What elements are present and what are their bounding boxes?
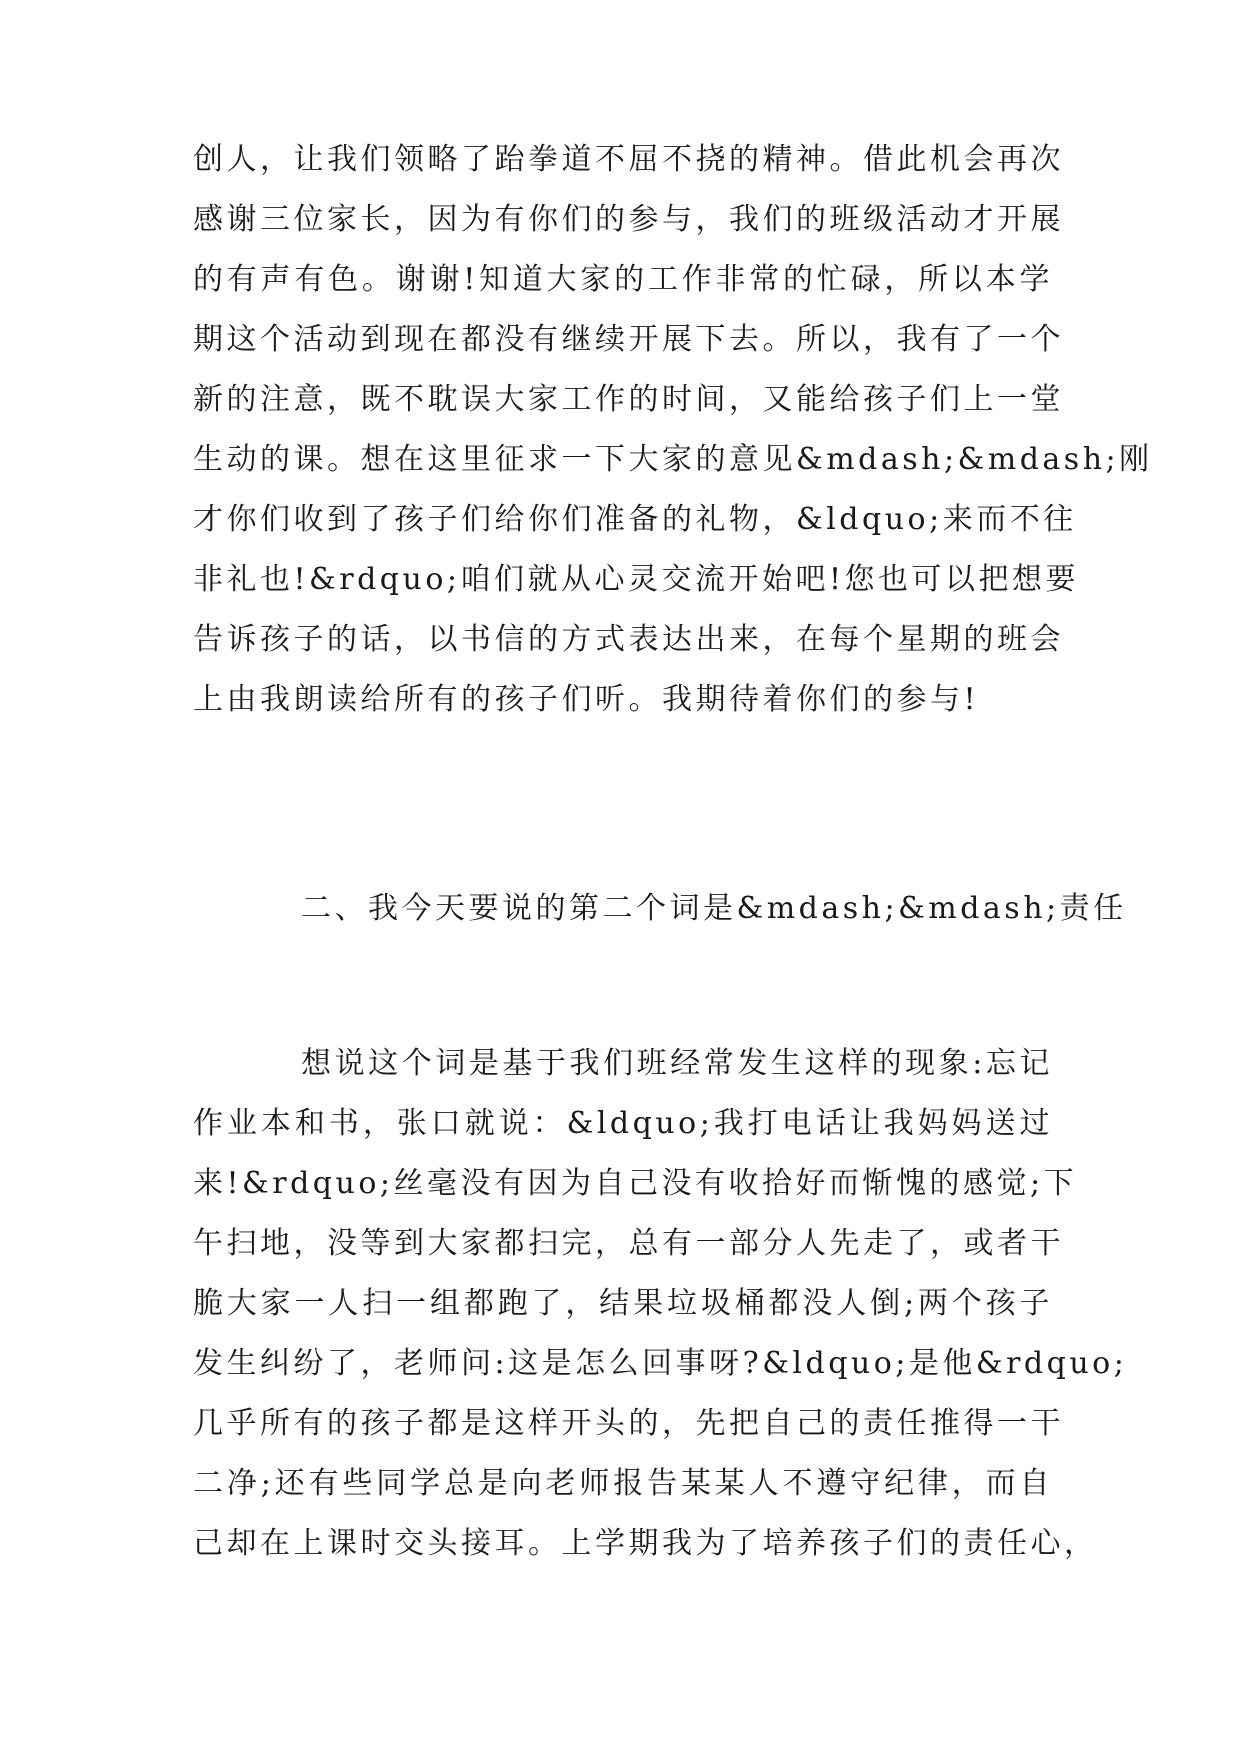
paragraph-line: 脆大家一人扫一组都跑了，结果垃圾桶都没人倒;两个孩子 — [193, 1286, 1053, 1321]
paragraph-line: 非礼也!&rdquo;咱们就从心灵交流开始吧!您也可以把想要 — [193, 562, 1080, 597]
paragraph-line: 上由我朗读给所有的孩子们听。我期待着你们的参与! — [193, 682, 980, 717]
paragraph-line: 的有声有色。谢谢!知道大家的工作非常的忙碌，所以本学 — [193, 262, 1053, 297]
paragraph-line: 来!&rdquo;丝毫没有因为自己没有收拾好而惭愧的感觉;下 — [193, 1166, 1078, 1201]
paragraph-line: 发生纠纷了，老师问:这是怎么回事呀?&ldquo;是他&rdquo; — [193, 1346, 1128, 1381]
paragraph-line: 午扫地，没等到大家都扫完，总有一部分人先走了，或者干 — [193, 1226, 1064, 1261]
paragraph-line: 二净;还有些同学总是向老师报告某某人不遵守纪律，而自 — [193, 1466, 1053, 1501]
heading-text: 二、我今天要说的第二个词是&mdash;&mdash;责任 — [301, 891, 1127, 926]
paragraph-line: 己却在上课时交头接耳。上学期我为了培养孩子们的责任心， — [193, 1526, 1098, 1561]
paragraph-line: 想说这个词是基于我们班经常发生这样的现象:忘记 — [301, 1046, 1053, 1081]
paragraph-line: 创人，让我们领略了跆拳道不屈不挠的精神。借此机会再次 — [193, 142, 1064, 177]
paragraph-line: 作业本和书，张口就说：&ldquo;我打电话让我妈妈送过 — [193, 1106, 1053, 1141]
paragraph-line: 生动的课。想在这里征求一下大家的意见&mdash;&mdash;刚 — [193, 442, 1153, 477]
paragraph-line: 才你们收到了孩子们给你们准备的礼物，&ldquo;来而不往 — [193, 502, 1077, 537]
section-heading — [193, 879, 1127, 939]
paragraph-line: 新的注意，既不耽误大家工作的时间，又能给孩子们上一堂 — [193, 382, 1064, 417]
paragraph-2 — [193, 1034, 1128, 1574]
paragraph-line: 告诉孩子的话，以书信的方式表达出来，在每个星期的班会 — [193, 622, 1064, 657]
paragraph-line: 期这个活动到现在都没有继续开展下去。所以，我有了一个 — [193, 322, 1064, 357]
paragraph-line: 几乎所有的孩子都是这样开头的，先把自己的责任推得一干 — [193, 1406, 1064, 1441]
paragraph-line: 感谢三位家长，因为有你们的参与，我们的班级活动才开展 — [193, 202, 1064, 237]
paragraph-1 — [193, 130, 1153, 730]
